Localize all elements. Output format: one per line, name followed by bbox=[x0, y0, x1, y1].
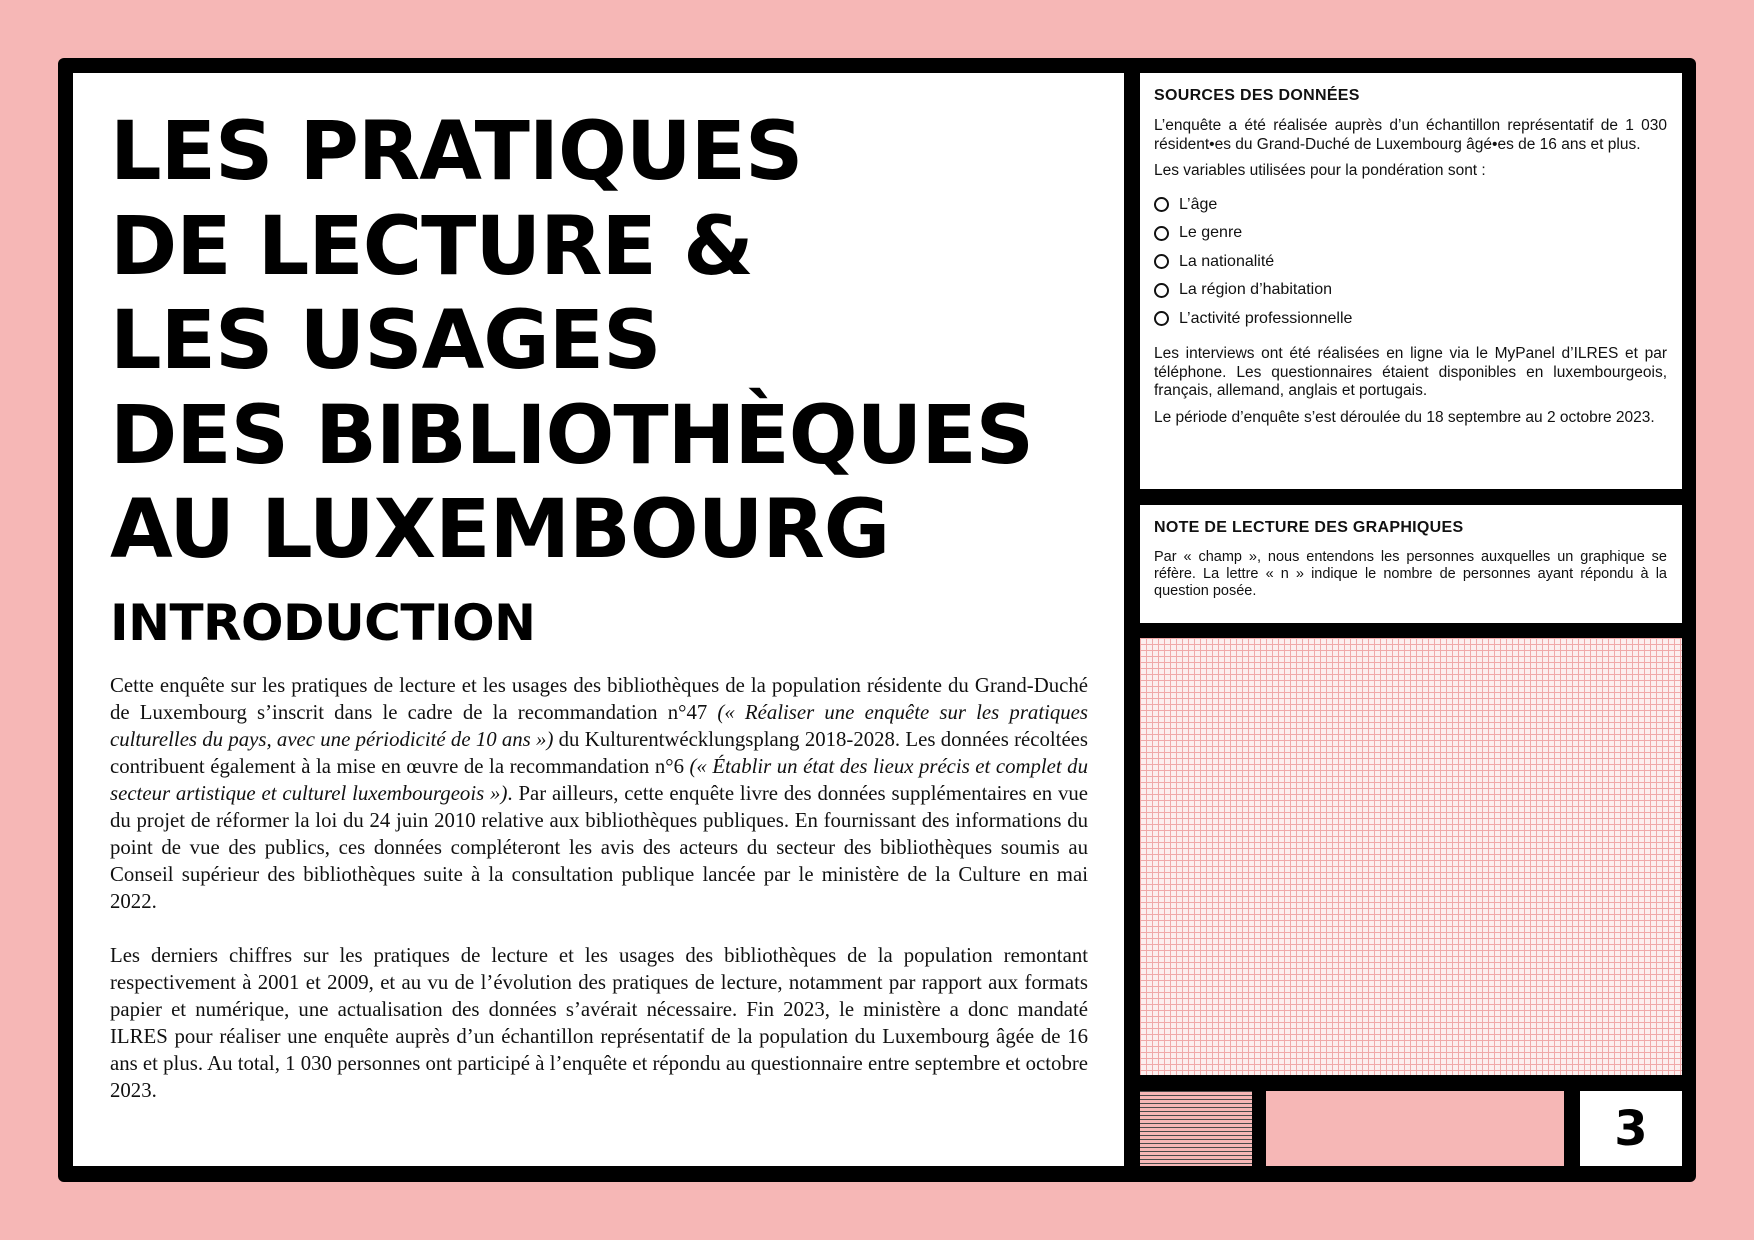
intro-text: Cette enquête sur les pratiques de lecture et les usages des bibliothèques de la population résidente du Grand-Duché de Luxembourg s’inscrit dans le cadre de la recommandation n°47 bbox=[110, 673, 1088, 724]
title-line: DE LECTURE & bbox=[110, 199, 753, 294]
list-item bbox=[1154, 219, 1667, 248]
pink-decor-box bbox=[1266, 1091, 1564, 1166]
variable-label: L’activité professionnelle bbox=[1179, 309, 1353, 327]
sources-paragraph: Les variables utilisées pour la pondération sont : bbox=[1154, 162, 1486, 179]
title-line: AU LUXEMBOURG bbox=[110, 483, 890, 577]
note-heading: NOTE DE LECTURE DES GRAPHIQUES bbox=[1154, 519, 1464, 536]
variable-label: La nationalité bbox=[1179, 252, 1275, 270]
reading-note-panel bbox=[1140, 505, 1682, 623]
circle-bullet-icon bbox=[1154, 311, 1169, 326]
grid-pattern-panel bbox=[1140, 638, 1682, 1075]
title-line: DES BIBLIOTHÈQUES bbox=[110, 388, 1034, 483]
introduction-heading: INTRODUCTION bbox=[110, 593, 536, 652]
sources-heading: SOURCES DES DONNÉES bbox=[1154, 87, 1360, 104]
intro-text: du Kulturentwécklungsplang 2018-2028. Les données récoltées contribuent également à la mise en œuvre de la recommandation n°6 bbox=[110, 727, 1088, 778]
stripe-pattern-box bbox=[1140, 1091, 1252, 1166]
page-number: 3 bbox=[1580, 1091, 1682, 1166]
list-item bbox=[1154, 305, 1667, 334]
intro-paragraph-2: Les derniers chiffres sur les pratiques de lecture et les usages des bibliothèques de la population remontant respectivement à 2001 et 2009, et au vu de l’évolution des pratiques de lecture, notamment par rapport aux formats papier et numérique, une actualisation des données s’avérait nécessaire. Fin 2023, le ministère a donc mandaté ILRES pour réaliser une enquête auprès d’un échantillon représentatif de la population du Luxembourg âgée de 16 ans et plus. Au total, 1 030 personnes ont participé à l’enquête et répondu au questionnaire entre septembre et octobre 2023. bbox=[110, 943, 1088, 1102]
circle-bullet-icon bbox=[1154, 226, 1169, 241]
circle-bullet-icon bbox=[1154, 283, 1169, 298]
note-text: Par « champ », nous entendons les personnes auxquelles un graphique se réfère. La lettre « n » indique le nombre de personnes ayant répondu à la question posée. bbox=[1154, 549, 1667, 599]
variable-label: L’âge bbox=[1179, 195, 1218, 213]
sources-paragraph: L’enquête a été réalisée auprès d’un échantillon représentatif de 1 030 résident•es du Grand-Duché de Luxembourg âgé•es de 16 ans et plus. bbox=[1154, 117, 1667, 153]
sources-paragraph: Le période d’enquête s’est déroulée du 18 septembre au 2 octobre 2023. bbox=[1154, 408, 1655, 426]
page-title bbox=[110, 99, 1088, 578]
main-panel bbox=[73, 73, 1124, 1166]
sources-panel bbox=[1140, 73, 1682, 489]
sources-paragraph: Les interviews ont été réalisées en ligne via le MyPanel d’ILRES et par téléphone. Les questionnaires étaient disponibles en luxembourgeois, français, allemand, anglais et portugais. bbox=[1154, 345, 1667, 399]
variable-label: Le genre bbox=[1179, 224, 1243, 242]
circle-bullet-icon bbox=[1154, 254, 1169, 269]
intro-quote: (« Réaliser une enquête sur les pratiques culturelles du pays, avec une périodicité de 10 ans ») bbox=[110, 700, 1088, 751]
weighting-variables-list bbox=[1154, 191, 1667, 334]
intro-text: . Par ailleurs, cette enquête livre des données supplémentaires en vue du projet de réformer la loi du 24 juin 2010 relative aux bibliothèques publiques. En fournissant des informations du point de vue des publics, ces données compléteront les avis des acteurs du secteur des bibliothèques soumis au Conseil supérieur des bibliothèques suite à la consultation publique lancée par le ministère de la Culture en mai 2022. bbox=[110, 781, 1088, 913]
list-item bbox=[1154, 248, 1667, 277]
title-line: LES USAGES bbox=[110, 294, 661, 388]
intro-paragraph-1 bbox=[110, 672, 1088, 915]
variable-label: La région d’habitation bbox=[1179, 281, 1333, 299]
intro-quote: (« Établir un état des lieux précis et complet du secteur artistique et culturel luxembourgeois ») bbox=[110, 754, 1088, 805]
circle-bullet-icon bbox=[1154, 197, 1169, 212]
list-item bbox=[1154, 191, 1667, 220]
title-line: LES PRATIQUES bbox=[110, 105, 803, 199]
list-item bbox=[1154, 276, 1667, 305]
